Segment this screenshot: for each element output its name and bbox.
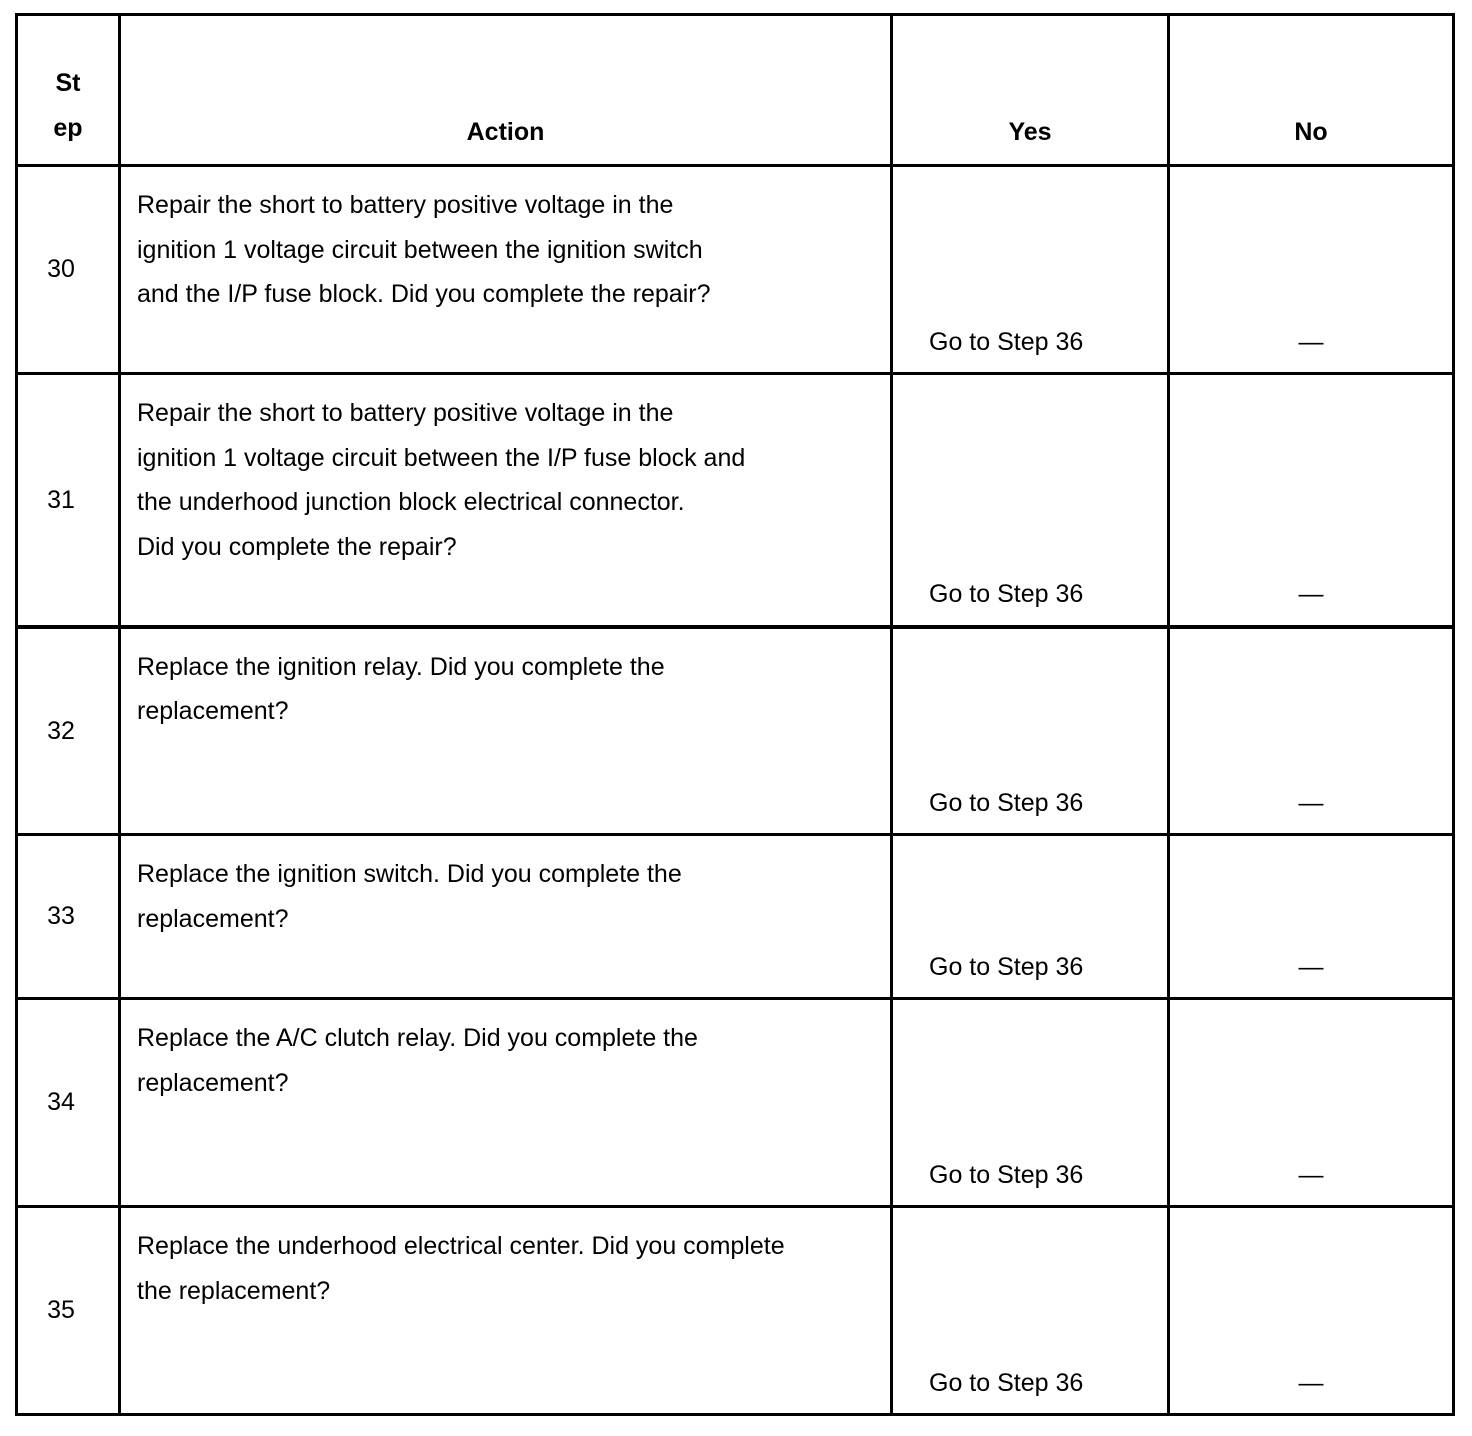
step-number: 33 <box>17 835 120 999</box>
action-line: Did you complete the repair? <box>137 532 457 561</box>
no-result: — <box>1169 166 1454 374</box>
action-text <box>120 1207 892 1415</box>
diagnostic-table <box>15 13 1455 1416</box>
no-result: — <box>1169 374 1454 627</box>
yes-result: Go to Step 36 <box>892 999 1169 1207</box>
table-row <box>17 835 1454 999</box>
yes-result: Go to Step 36 <box>892 1207 1169 1415</box>
header-action: Action <box>120 15 892 166</box>
yes-result: Go to Step 36 <box>892 166 1169 374</box>
no-result: — <box>1169 627 1454 835</box>
yes-result: Go to Step 36 <box>892 374 1169 627</box>
header-step <box>17 15 120 166</box>
action-line: ignition 1 voltage circuit between the I/P fuse block and <box>137 443 746 472</box>
action-line: Repair the short to battery positive voltage in the <box>137 191 674 219</box>
action-line: replacement? <box>137 904 289 933</box>
header-yes: Yes <box>892 15 1169 166</box>
no-result: — <box>1169 835 1454 999</box>
action-line: Replace the underhood electrical center. Did you complete <box>137 1232 785 1260</box>
action-line: ignition 1 voltage circuit between the ignition switch <box>137 235 703 264</box>
step-number: 31 <box>17 374 120 627</box>
action-text <box>120 166 892 374</box>
action-line: and the I/P fuse block. Did you complete the repair? <box>137 280 711 308</box>
action-text <box>120 835 892 999</box>
yes-result: Go to Step 36 <box>892 627 1169 835</box>
action-line: Replace the A/C clutch relay. Did you complete the <box>137 1024 698 1052</box>
header-no: No <box>1169 15 1454 166</box>
table-row <box>17 627 1454 835</box>
header-row <box>17 15 1454 166</box>
action-line: replacement? <box>137 697 289 725</box>
table-row <box>17 166 1454 374</box>
no-result: — <box>1169 1207 1454 1415</box>
action-line: replacement? <box>137 1068 289 1097</box>
table-row <box>17 999 1454 1207</box>
action-text <box>120 999 892 1207</box>
table-row <box>17 1207 1454 1415</box>
action-line: the underhood junction block electrical connector. <box>137 488 685 516</box>
yes-result: Go to Step 36 <box>892 835 1169 999</box>
action-text <box>120 627 892 835</box>
step-number: 30 <box>17 166 120 374</box>
table-row <box>17 374 1454 627</box>
step-number: 34 <box>17 999 120 1207</box>
action-line: Replace the ignition switch. Did you complete the <box>137 860 682 888</box>
action-line: Replace the ignition relay. Did you complete the <box>137 652 665 681</box>
table-body <box>17 166 1454 1415</box>
no-result: — <box>1169 999 1454 1207</box>
step-number: 35 <box>17 1207 120 1415</box>
action-line: Repair the short to battery positive voltage in the <box>137 399 674 427</box>
action-text <box>120 374 892 627</box>
step-number: 32 <box>17 627 120 835</box>
action-line: the replacement? <box>137 1276 331 1305</box>
header-step-line2: ep <box>53 113 83 142</box>
header-step-line1: St <box>55 69 81 97</box>
